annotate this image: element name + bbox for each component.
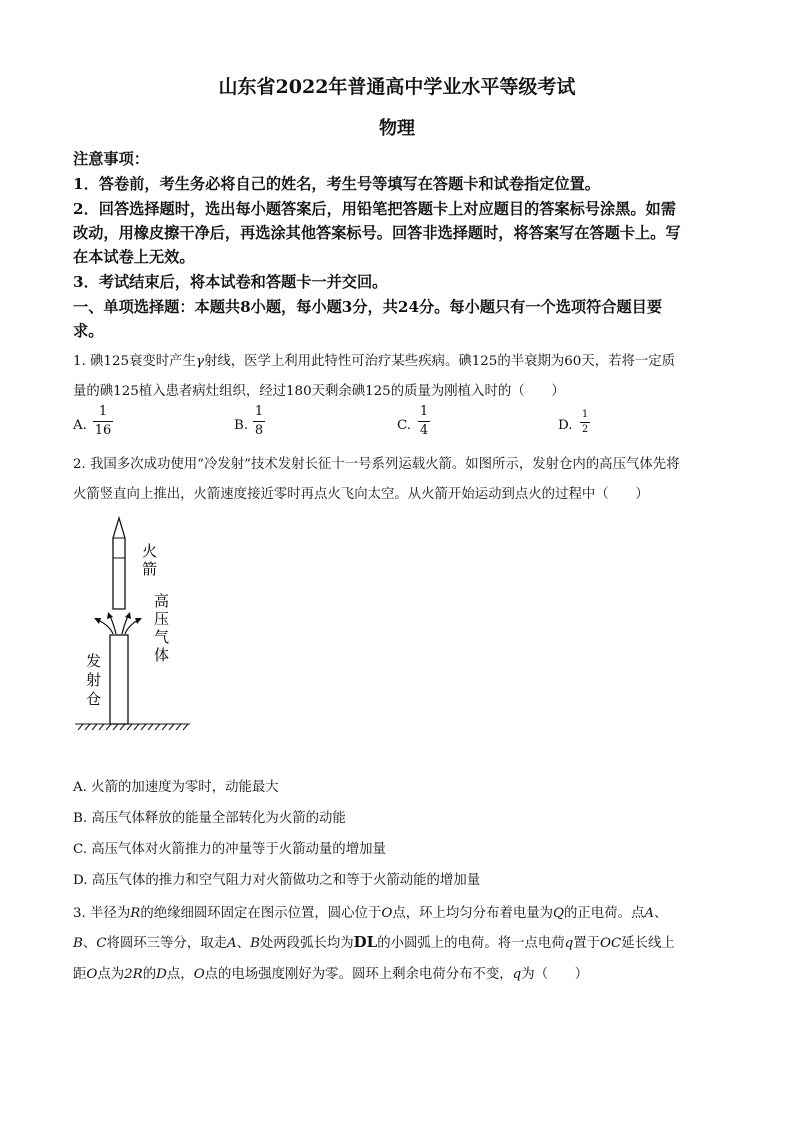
q1-option-c-letter: C. — [397, 418, 412, 433]
silo-label-2: 射 — [86, 671, 102, 689]
rocket-label-2: 箭 — [142, 560, 158, 578]
gas-arrows — [98, 616, 138, 634]
q2-option-c: C. 高压气体对火箭推力的冲量等于火箭动量的增加量 — [73, 842, 386, 857]
q1-option-a-fraction: 1 16 — [94, 404, 112, 438]
q2-option-b: B. 高压气体释放的能量全部转化为火箭的动能 — [73, 811, 346, 826]
rocket-label-1: 火 — [142, 542, 158, 560]
q2-option-d: D. 高压气体的推力和空气阻力对火箭做功之和等于火箭动能的增加量 — [73, 873, 481, 888]
section-1-heading-cont: 求。 — [73, 322, 104, 340]
q1-option-c-fraction: 1 4 — [419, 404, 429, 438]
q3-line-3: 距O点为2R的D点，O点的电场强度刚好为零。圆环上剩余电荷分布不变，q为（ ） — [73, 967, 589, 982]
gas-label-2: 压 — [154, 610, 170, 628]
notes-item-2-line-2: 改动，用橡皮擦干净后，再选涂其他答案标号。回答非选择题时，将答案写在答题卡上。写 — [73, 224, 681, 242]
gas-label-1: 高 — [154, 592, 170, 610]
subject-title: 物理 — [379, 118, 415, 139]
section-1-heading: 一、单项选择题：本题共8小题，每小题3分，共24分。每小题只有一个选项符合题目要 — [73, 298, 663, 316]
q2-option-a: A. 火箭的加速度为零时，动能最大 — [73, 780, 279, 795]
rocket-launch-figure — [70, 508, 210, 738]
q1-option-d-letter: D. — [558, 418, 573, 433]
q2-line-1: 2. 我国多次成功使用“冷发射”技术发射长征十一号系列运载火箭。如图所示，发射仓内的高压气体先将 — [73, 457, 680, 472]
notes-item-2-line-1: 2．回答选择题时，选出每小题答案后，用铅笔把答题卡上对应题目的答案标号涂黑。如需 — [73, 200, 676, 218]
notes-heading: 注意事项： — [73, 150, 149, 168]
notes-item-1: 1．答卷前，考生务必将自己的姓名，考生号等填写在答题卡和试卷指定位置。 — [73, 175, 600, 193]
notes-item-2-line-3: 在本试卷上无效。 — [73, 248, 195, 266]
q1-line-1: 1. 碘125衰变时产生γ射线，医学上利用此特性可治疗某些疾病。碘125的半衰期为60天，若将一定质 — [73, 354, 676, 369]
notes-item-3: 3．考试结束后，将本试卷和答题卡一并交回。 — [73, 273, 388, 291]
gas-label-3: 气 — [154, 628, 170, 646]
launch-silo — [110, 635, 128, 724]
q1-line-2: 量的碘125植入患者病灶组织，经过180天剩余碘125的质量为刚植入时的（ ） — [73, 384, 565, 399]
silo-label-1: 发 — [86, 652, 102, 670]
exam-title: 山东省2022年普通高中学业水平等级考试 — [218, 76, 576, 98]
q2-line-2: 火箭竖直向上推出，火箭速度接近零时再点火飞向太空。从火箭开始运动到点火的过程中（ ） — [73, 487, 649, 502]
q1-option-d-fraction: 1 2 — [581, 409, 589, 435]
q3-line-2: B、C将圆环三等分，取走A、B处两段弧长均为DL的小圆弧上的电荷。将一点电荷q置于OC延长线上 — [73, 933, 675, 951]
gas-label-4: 体 — [154, 646, 170, 664]
q1-option-a-letter: A. — [73, 418, 87, 433]
silo-label-3: 仓 — [86, 690, 102, 708]
q1-option-b-fraction: 1 8 — [254, 404, 264, 438]
ground-hatch — [75, 724, 190, 730]
q1-option-b-letter: B. — [234, 418, 249, 433]
rocket — [113, 518, 125, 609]
q3-line-1: 3. 半径为R的绝缘细圆环固定在图示位置，圆心位于O点，环上均匀分布着电量为Q的正电荷。点A、 — [73, 906, 668, 921]
